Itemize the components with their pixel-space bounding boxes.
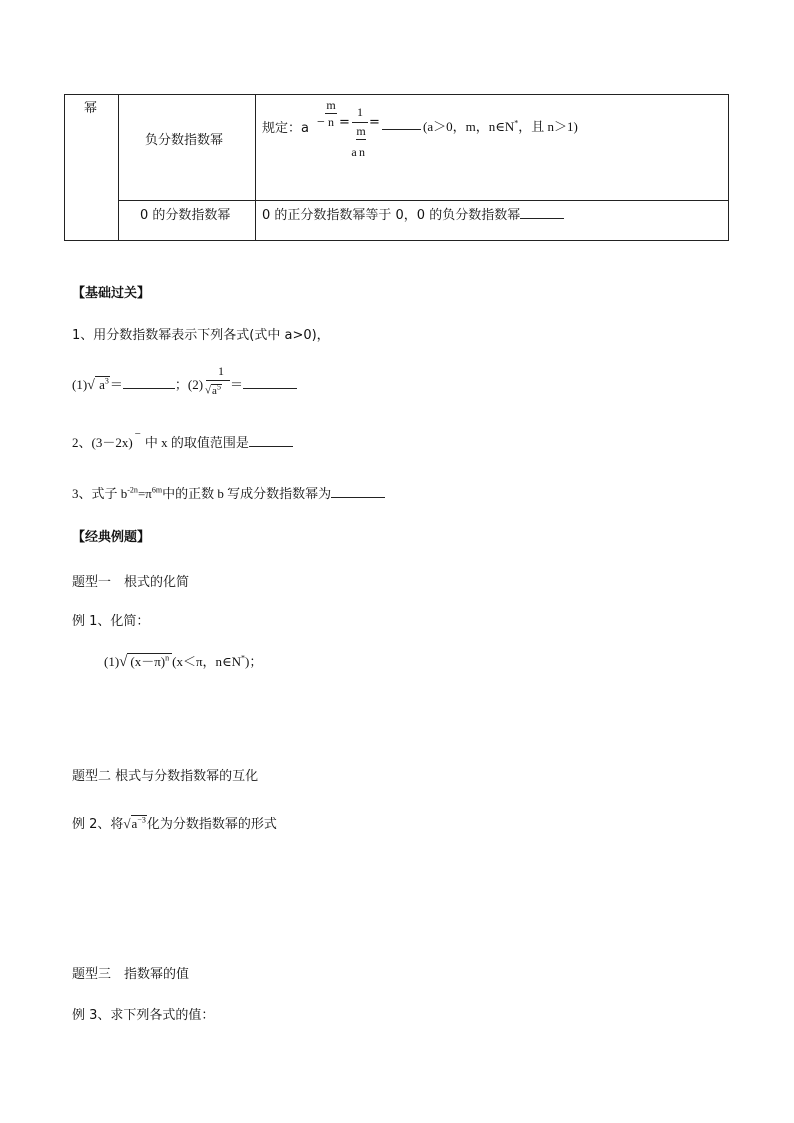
denominator-exp-denominator: n xyxy=(359,145,365,159)
example-2: 例 2、将$√a^{-3}$化为分数指数幂的形式 xyxy=(72,815,277,832)
rule-prefix: 规定：a xyxy=(262,121,309,136)
answer-blank xyxy=(123,388,175,389)
table-divider xyxy=(118,95,119,240)
question-2: 2、(3－2x)−中 x 的取值范围是 xyxy=(72,432,293,451)
equals-sign: = xyxy=(369,115,380,130)
type-1-heading: 题型一 根式的化简 xyxy=(72,575,190,590)
row-header: 幂 xyxy=(84,101,98,116)
question-3: 3、式子 $b^{-2n}=\pi^{6m}$中的正数 b 写成分数指数幂为 xyxy=(72,483,385,502)
fraction-bar xyxy=(325,113,337,114)
question-1-part2-answer: ＝ xyxy=(230,374,297,393)
fraction-bar xyxy=(206,380,230,381)
definition-table xyxy=(64,94,729,241)
answer-blank xyxy=(243,388,297,389)
question-1-parts: (1)√ $a^3=$ ；(2) xyxy=(72,376,204,393)
answer-blank xyxy=(520,218,564,219)
fraction-numerator: 1 xyxy=(357,105,363,119)
row2-text: 0 的正分数指数幂等于 0，0 的负分数指数幂 xyxy=(262,204,564,223)
type-2-heading: 题型二 根式与分数指数幂的互化 xyxy=(72,769,259,784)
row1-label: 负分数指数幂 xyxy=(145,133,224,148)
example-3: 例 3、求下列各式的值： xyxy=(72,1008,215,1023)
table-divider xyxy=(118,200,728,201)
equals-sign: = xyxy=(339,115,350,130)
type-3-heading: 题型三 指数幂的值 xyxy=(72,967,190,982)
section-title-examples: 【经典例题】 xyxy=(72,530,151,545)
exponent-minus: − xyxy=(317,115,325,130)
fraction-bar xyxy=(356,139,366,140)
question-1: 1、用分数指数幂表示下列各式(式中 a>0)， xyxy=(72,328,330,343)
fraction-bar xyxy=(352,122,368,123)
fraction-numerator: 1 xyxy=(218,364,224,378)
condition-text: (a＞0，m，n∈N*，且 n＞1) xyxy=(423,118,578,134)
example-1: 例 1、化简： xyxy=(72,614,150,629)
fraction-denominator: $√a^5$ xyxy=(205,382,221,397)
denominator-base: a xyxy=(351,145,357,159)
denominator-exp-numerator: m xyxy=(356,124,366,138)
example-1-part: (1)√ $(x-\pi)^n$ (x＜π，n∈N*)； xyxy=(104,653,263,670)
answer-blank xyxy=(331,497,385,498)
row2-label: 0 的分数指数幂 xyxy=(140,208,231,223)
table-divider xyxy=(255,95,256,240)
answer-blank xyxy=(382,129,421,130)
answer-blank xyxy=(249,446,293,447)
exponent-numerator: m xyxy=(326,98,336,112)
section-title-basic: 【基础过关】 xyxy=(72,286,151,301)
exponent-denominator: n xyxy=(328,115,334,129)
